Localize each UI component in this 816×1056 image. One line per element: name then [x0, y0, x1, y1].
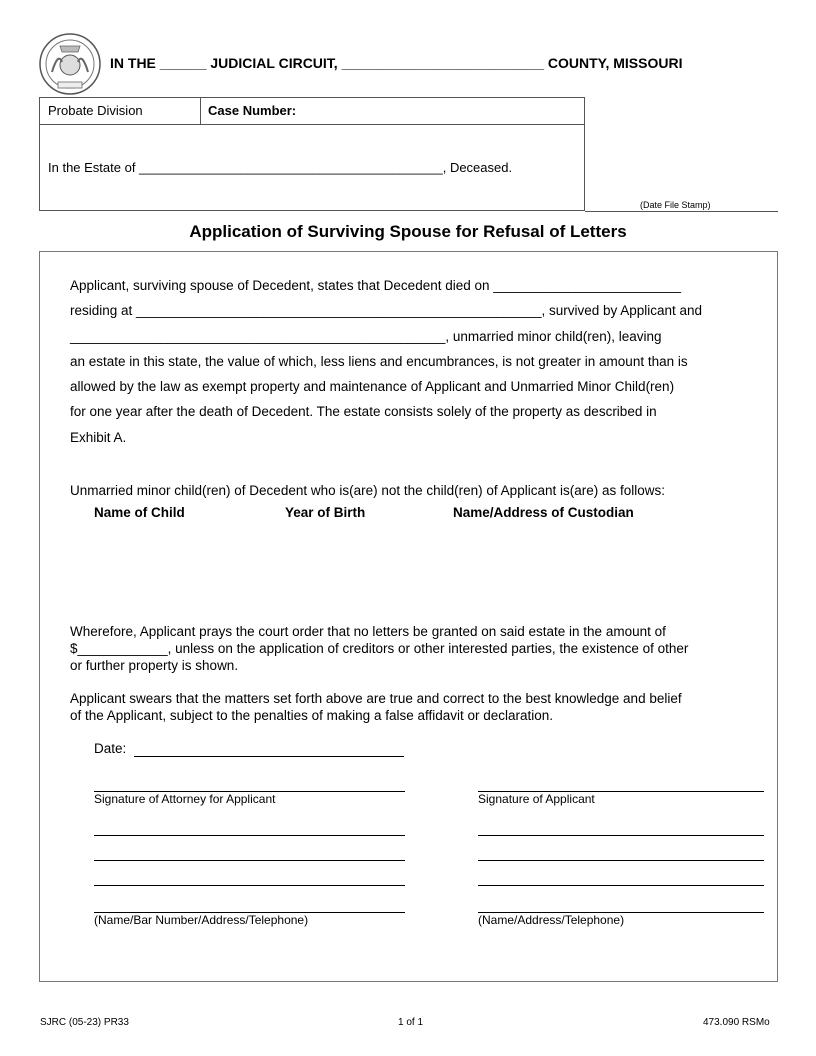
name-of-child-header: Name of Child — [94, 505, 185, 520]
paragraph-line: $____________, unless on the application of creditors or other interested parties, the existence of other — [70, 641, 689, 656]
attorney-info-line-3[interactable] — [94, 885, 405, 886]
form-id: SJRC (05-23) PR33 — [40, 1017, 129, 1028]
paragraph-line: residing at ______________________________________________________, survived by Applicant and — [70, 303, 703, 319]
state-seal-icon — [38, 32, 102, 96]
applicant-signature-label: Signature of Applicant — [478, 792, 595, 806]
paragraph-line: Applicant swears that the matters set forth above are true and correct to the best knowledge and belief — [70, 691, 682, 706]
paragraph-line: Wherefore, Applicant prays the court order that no letters be granted on said estate in the amount of — [70, 624, 666, 639]
date-field-line[interactable] — [134, 756, 404, 757]
attorney-info-label: (Name/Bar Number/Address/Telephone) — [94, 913, 309, 927]
attorney-info-line-1[interactable] — [94, 835, 405, 836]
date-label: Date: — [94, 741, 127, 756]
sworn-statement-paragraph — [70, 690, 682, 724]
paragraph-line: or further property is shown. — [70, 658, 239, 673]
file-stamp-line — [585, 211, 778, 212]
attorney-info-line-2[interactable] — [94, 860, 405, 861]
caption-box — [39, 97, 585, 211]
applicant-info-line-3[interactable] — [478, 885, 764, 886]
minor-children-paragraph: Unmarried minor child(ren) of Decedent who is(are) not the child(ren) of Applicant is(are) as follows: — [70, 483, 665, 498]
caption-divider — [200, 98, 201, 124]
paragraph-line: __________________________________________________, unmarried minor child(ren), leaving — [70, 328, 662, 344]
paragraph-line: an estate in this state, the value of which, less liens and encumbrances, is not greater in amount than is — [70, 353, 688, 369]
estate-of-line: In the Estate of __________________________________________, Deceased. — [48, 160, 513, 175]
document-title: Application of Surviving Spouse for Refusal of Letters — [189, 222, 627, 241]
applicant-info-line-2[interactable] — [478, 860, 764, 861]
paragraph-line: for one year after the death of Decedent. The estate consists solely of the property as described in — [70, 404, 657, 420]
statute-reference: 473.090 RSMo — [703, 1017, 770, 1028]
decedent-statement-paragraph — [70, 273, 702, 450]
paragraph-line: Applicant, surviving spouse of Decedent, states that Decedent died on _________________________ — [70, 278, 681, 293]
probate-division-label: Probate Division — [48, 103, 143, 118]
paragraph-line: allowed by the law as exempt property and maintenance of Applicant and Unmarried Minor Child(ren) — [70, 379, 675, 395]
wherefore-paragraph — [70, 623, 688, 674]
year-of-birth-header: Year of Birth — [285, 505, 366, 520]
attorney-signature-label: Signature of Attorney for Applicant — [94, 792, 276, 806]
page-number: 1 of 1 — [398, 1017, 424, 1028]
case-number-label: Case Number: — [208, 103, 297, 118]
custodian-header: Name/Address of Custodian — [453, 505, 634, 520]
paragraph-line: of the Applicant, subject to the penalties of making a false affidavit or declaration. — [70, 708, 554, 723]
applicant-info-line-1[interactable] — [478, 835, 764, 836]
applicant-info-label: (Name/Address/Telephone) — [478, 913, 625, 927]
paragraph-line: Exhibit A. — [70, 429, 127, 445]
court-header-title: IN THE ______ JUDICIAL CIRCUIT, __________________________ COUNTY, MISSOURI — [110, 55, 683, 71]
date-file-stamp-label: (Date File Stamp) — [640, 200, 711, 210]
